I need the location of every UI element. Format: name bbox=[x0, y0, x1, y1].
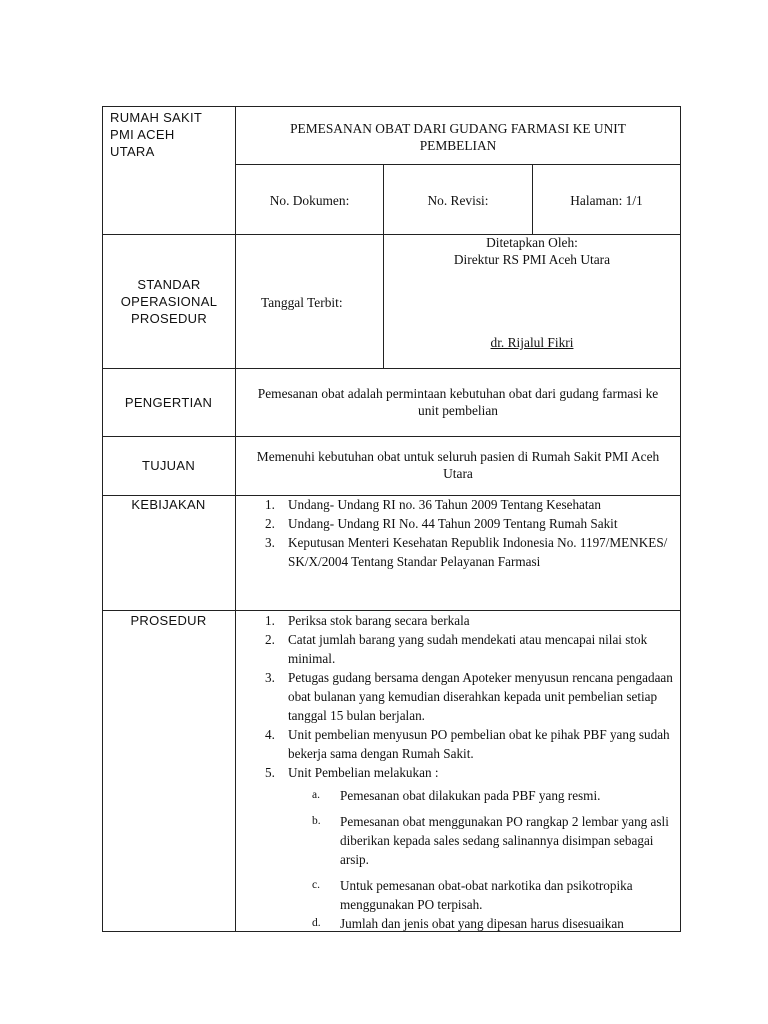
list-item: c. Untuk pemesanan obat-obat narkotika dan psikotropika menggunakan PO terpisah. bbox=[312, 878, 633, 912]
kebijakan-label: KEBIJAKAN bbox=[131, 497, 206, 512]
document-title: PEMESANAN OBAT DARI GUDANG FARMASI KE UNIT PEMBELIAN bbox=[290, 121, 626, 153]
list-item: 3. Petugas gudang bersama dengan Apoteker menyusun rencana pengadaan obat bulanan yang kemudian diserahkan kepada unit pembelian setiap tanggal 15 bulan berjalan. bbox=[265, 670, 673, 723]
pengertian-label: PENGERTIAN bbox=[124, 395, 213, 410]
prosedur-subitem bbox=[312, 876, 680, 914]
rule-bottom bbox=[102, 931, 681, 932]
prosedur-subitem bbox=[312, 786, 680, 805]
prosedur-list bbox=[265, 611, 675, 782]
list-item: 3. Keputusan Menteri Kesehatan Republik Indonesia No. 1197/MENKES/ SK/X/2004 Tentang Standar Pelayanan Farmasi bbox=[265, 535, 668, 569]
rule-title-bottom bbox=[235, 164, 681, 165]
rule-right bbox=[680, 106, 681, 932]
rule-sop-bottom bbox=[102, 368, 681, 369]
list-item: 1. Undang- Undang RI no. 36 Tahun 2009 Tentang Kesehatan bbox=[265, 497, 602, 512]
rule-label-column bbox=[235, 106, 236, 932]
rule-top bbox=[102, 106, 681, 107]
sop-label: STANDAR OPERASIONAL PROSEDUR bbox=[120, 277, 218, 326]
established-by-label: Ditetapkan Oleh: bbox=[486, 235, 578, 250]
list-item: b. Pemesanan obat menggunakan PO rangkap 2 lembar yang asli diberikan kepada sales sedang salinannya disimpan sebagai arsip. bbox=[312, 814, 669, 867]
list-item: 2. Catat jumlah barang yang sudah mendekati atau mencapai nilai stok minimal. bbox=[265, 632, 648, 666]
rule-left bbox=[102, 106, 103, 932]
revision-number-label: No. Revisi: bbox=[427, 193, 489, 208]
signatory-name: dr. Rijalul Fikri bbox=[490, 335, 574, 350]
prosedur-subitem bbox=[312, 914, 680, 931]
list-item: 4. Unit pembelian menyusun PO pembelian obat ke pihak PBF yang sudah bekerja sama dengan Rumah Sakit. bbox=[265, 727, 670, 761]
kebijakan-list bbox=[265, 495, 675, 571]
director-title: Direktur RS PMI Aceh Utara bbox=[453, 252, 611, 267]
prosedur-subitem bbox=[312, 812, 680, 869]
list-item: a. Pemesanan obat dilakukan pada PBF yang resmi. bbox=[312, 788, 601, 803]
hospital-name: RUMAH SAKIT PMI ACEH UTARA bbox=[110, 110, 202, 159]
prosedur-label: PROSEDUR bbox=[130, 613, 207, 628]
sop-document bbox=[102, 106, 681, 932]
list-item: 1. Periksa stok barang secara berkala bbox=[265, 613, 470, 628]
list-item: d. Jumlah dan jenis obat yang dipesan harus disesuaikan bbox=[312, 916, 624, 931]
list-item: 5. Unit Pembelian melakukan : bbox=[265, 765, 439, 780]
tujuan-text: Memenuhi kebutuhan obat untuk seluruh pasien di Rumah Sakit PMI Aceh Utara bbox=[256, 449, 660, 481]
issue-date-label: Tanggal Terbit: bbox=[261, 295, 343, 310]
list-item: 2. Undang- Undang RI No. 44 Tahun 2009 Tentang Rumah Sakit bbox=[265, 516, 618, 531]
document-number-label: No. Dokumen: bbox=[269, 193, 350, 208]
tujuan-label: TUJUAN bbox=[141, 458, 196, 473]
rule-pengertian-bottom bbox=[102, 436, 681, 437]
pengertian-text: Pemesanan obat adalah permintaan kebutuhan obat dari gudang farmasi ke unit pembelian bbox=[257, 386, 659, 418]
page-number-label: Halaman: 1/1 bbox=[570, 193, 643, 208]
